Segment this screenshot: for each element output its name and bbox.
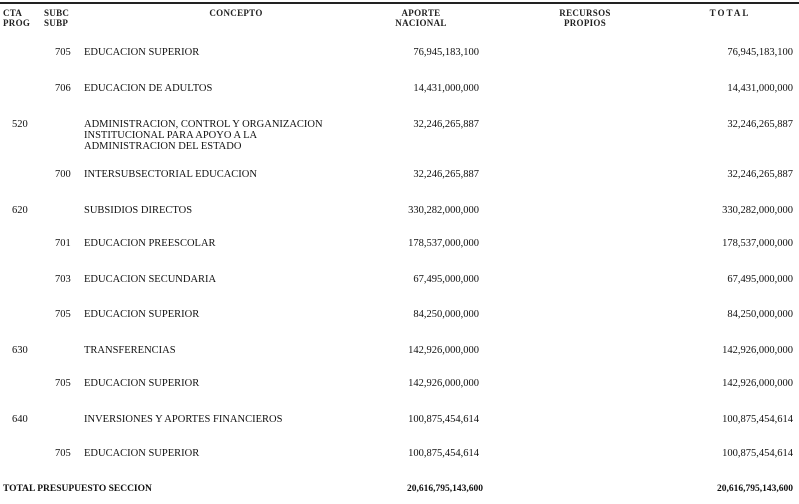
header-propios: PROPIOS	[563, 18, 607, 28]
total-cell: 32,246,265,887	[727, 169, 793, 180]
concepto-cell: EDUCACION SUPERIOR	[84, 47, 200, 58]
concepto-cell: EDUCACION PREESCOLAR	[84, 238, 216, 249]
total-cell: 32,246,265,887	[727, 119, 793, 130]
total-cell: 142,926,000,000	[722, 378, 793, 389]
concepto-cell: ADMINISTRACION, CONTROL Y ORGANIZACION INSTITUCIONAL PARA APOYO A LA ADMINISTRACION DEL ESTADO	[84, 119, 323, 152]
header-nacional: NACIONAL	[395, 18, 447, 28]
cta-cell: 520	[12, 119, 28, 130]
subc-cell: 700	[55, 169, 71, 180]
subc-cell: 701	[55, 238, 71, 249]
aporte-cell: 32,246,265,887	[413, 169, 479, 180]
subc-cell: 703	[55, 274, 71, 285]
header-aporte: APORTE	[401, 8, 441, 18]
header-subc: SUBC	[44, 8, 70, 18]
concepto-cell: EDUCACION SECUNDARIA	[84, 274, 217, 285]
aporte-cell: 84,250,000,000	[413, 309, 479, 320]
header-concepto: CONCEPTO	[209, 8, 263, 18]
total-cell: 100,875,454,614	[722, 448, 793, 459]
aporte-cell: 100,875,454,614	[408, 414, 479, 425]
cta-cell: 620	[12, 205, 28, 216]
subc-cell: 706	[55, 83, 71, 94]
header-subp: SUBP	[44, 18, 69, 28]
total-cell: 178,537,000,000	[722, 238, 793, 249]
subc-cell: 705	[55, 448, 71, 459]
total-aporte: 20,616,795,143,600	[407, 484, 483, 494]
subc-cell: 705	[55, 378, 71, 389]
total-cell: 67,495,000,000	[727, 274, 793, 285]
total-cell: 330,282,000,000	[722, 205, 793, 216]
header-total: TOTAL	[709, 8, 751, 18]
aporte-cell: 142,926,000,000	[408, 345, 479, 356]
header-aporte-nacional	[378, 8, 464, 28]
header-subc-subp	[44, 8, 82, 28]
aporte-cell: 100,875,454,614	[408, 448, 479, 459]
total-cell: 14,431,000,000	[727, 83, 793, 94]
aporte-cell: 67,495,000,000	[413, 274, 479, 285]
concepto-cell: EDUCACION SUPERIOR	[84, 378, 200, 389]
aporte-cell: 14,431,000,000	[413, 83, 479, 94]
header-recursos: RECURSOS	[559, 8, 611, 18]
concepto-cell: EDUCACION SUPERIOR	[84, 309, 200, 320]
aporte-cell: 142,926,000,000	[408, 378, 479, 389]
concepto-cell: EDUCACION SUPERIOR	[84, 448, 200, 459]
aporte-cell: 32,246,265,887	[413, 119, 479, 130]
header-cta-prog	[3, 8, 41, 28]
total-total: 20,616,795,143,600	[717, 484, 793, 494]
concepto-cell: INTERSUBSECTORIAL EDUCACION	[84, 169, 257, 180]
concepto-cell: TRANSFERENCIAS	[84, 345, 176, 356]
total-cell: 84,250,000,000	[727, 309, 793, 320]
header-prog: PROG	[3, 18, 31, 28]
concepto-cell: SUBSIDIOS DIRECTOS	[84, 205, 193, 216]
aporte-cell: 330,282,000,000	[408, 205, 479, 216]
cta-cell: 640	[12, 414, 28, 425]
subc-cell: 705	[55, 309, 71, 320]
header-rule	[0, 2, 799, 4]
total-cell: 142,926,000,000	[722, 345, 793, 356]
subc-cell: 705	[55, 47, 71, 58]
concepto-cell: EDUCACION DE ADULTOS	[84, 83, 213, 94]
concepto-cell: INVERSIONES Y APORTES FINANCIEROS	[84, 414, 283, 425]
total-label: TOTAL PRESUPUESTO SECCION	[3, 484, 152, 494]
aporte-cell: 178,537,000,000	[408, 238, 479, 249]
total-cell: 100,875,454,614	[722, 414, 793, 425]
cta-cell: 630	[12, 345, 28, 356]
header-cta: CTA	[3, 8, 23, 18]
aporte-cell: 76,945,183,100	[413, 47, 479, 58]
total-cell: 76,945,183,100	[727, 47, 793, 58]
header-recursos-propios	[548, 8, 622, 28]
